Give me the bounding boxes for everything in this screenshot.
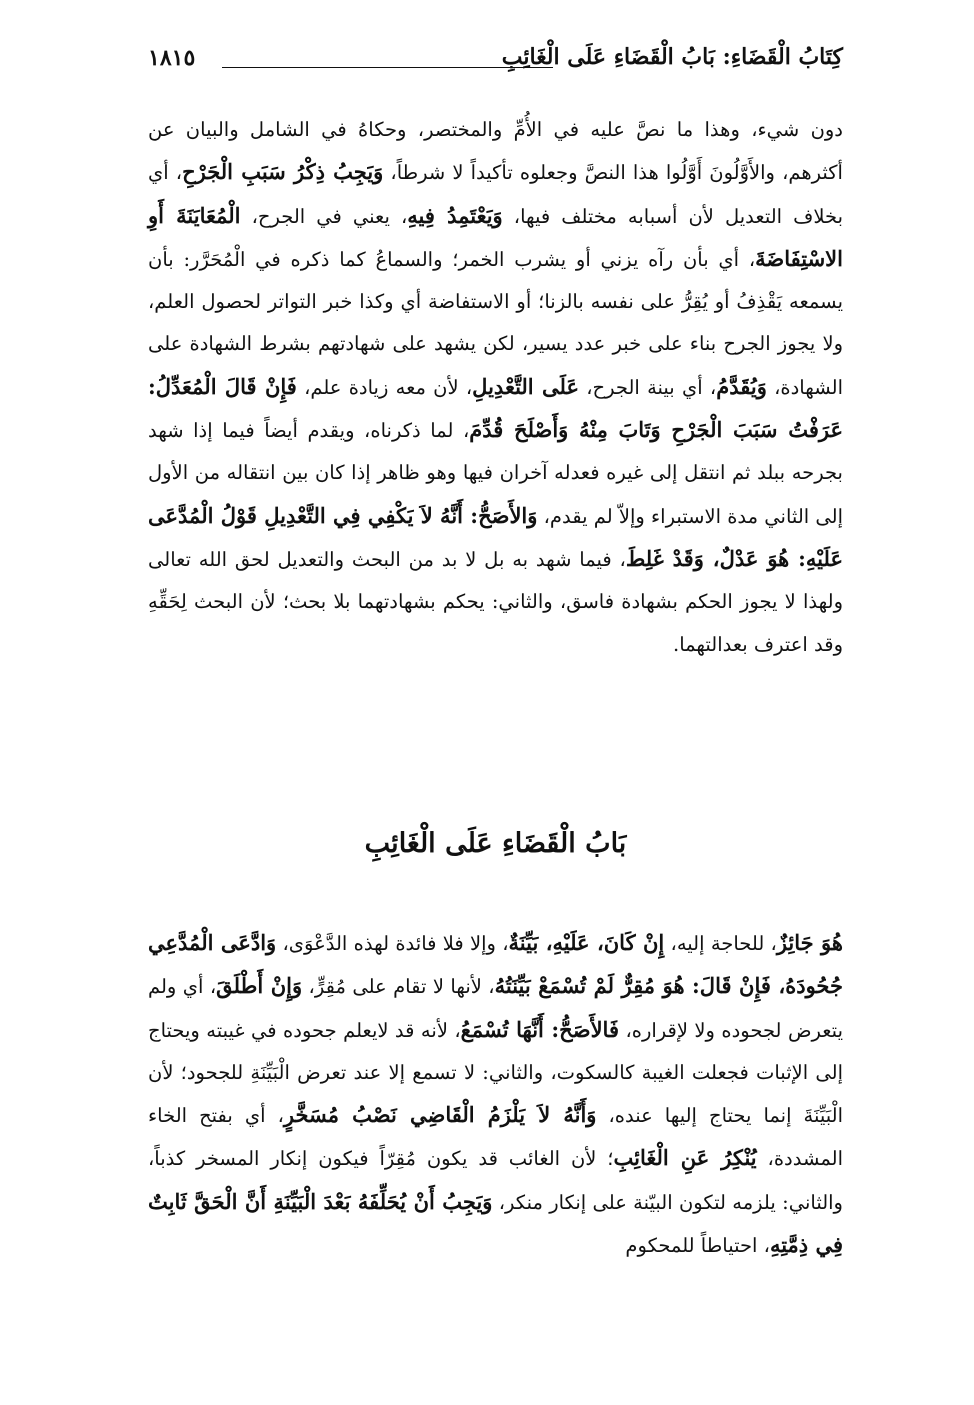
sharh-text: ، فيما شهد به بل لا بد من البحث والتعديل لحق الله تعالى ولهذا لا يجوز الحكم بشهادة فاسق، والثاني: يحكم بشهادتهما بلا بحث؛ لأن البحث لِحَقِّهِ وقد اعترف بعدالتهما. — [148, 547, 843, 656]
matn-text: وَإِنْ أَطْلَقَ — [216, 973, 303, 999]
matn-text: وَأَنَّهُ لاَ يَلْزَمُ الْقَاضِي نَصْبُ مُسَخَّرٍ — [283, 1102, 597, 1128]
header-rule — [222, 67, 553, 68]
matn-text: وَيَجِبُ ذِكْرُ سَبَبِ الْجَرْحِ — [182, 159, 384, 185]
sharh-text: ، أي بفتح الخاء المشددة، — [148, 1104, 843, 1171]
sharh-text: ، لأنه قد لايعلم جحوده في غيبته ويحتاج إلى الإثبات فجعلت الغيبة كالسكوت، والثاني: لا تسمع إلا عند تعرض الْبَيِّنَةِ للجحود؛ لأن الْبَيِّنَةَ إنما يحتاج إليها عنده، — [148, 1018, 844, 1128]
matn-text: عَلَى التَّعْدِيلِ — [472, 373, 579, 399]
matn-text: وَيَعْتَمِدُ فِيهِ — [407, 202, 503, 228]
sharh-text: ، لما ذكرناه، ويقدم أيضاً فيما إذا شهد بجرحه ببلد ثم انتقل إلى غيره فعدله آخران فيها وهو ظاهر إذا كان بين انتقاله من الأول إلى الثاني مدة الاستبراء وإلاّ لم يقدم، — [148, 419, 843, 528]
sharh-text: دون شيء، وهذا ما نصَّ عليه في الأُمِّ والمختصر، وحكاهُ في الشامل والبيان عن أكثرهم، والأَوَّلُونَ أَوَّلُوا هذا النصَّ وجعلوه تأكيداً لا شرطاً، — [148, 118, 843, 185]
matn-text: فَالأَصَحُّ: أَنَّهَا تُسْمَعُ — [460, 1016, 619, 1042]
sharh-text: ، احتياطاً للمحكوم — [625, 1234, 770, 1258]
matn-text: وَيَجِبُ أَنْ يُحَلِّفَهُ بَعْدَ الْبَيِّنَةِ أَنَّ الْحَقَّ ثَابِتٌ فِي ذِمَّتِهِ — [148, 1188, 843, 1258]
sharh-text: ، لأن معه زيادة علم، — [296, 375, 473, 399]
page-number: ١٨١٥ — [148, 45, 196, 71]
matn-text: يُنْكِرُ عَنِ الْغَائِبِ — [613, 1145, 757, 1171]
chapter-heading: بَابُ الْقَضَاءِ عَلَى الْغَائِبِ — [364, 828, 627, 859]
sharh-text: ، للحاجة إليه، — [664, 932, 777, 955]
running-header-title: كِتَابُ الْقَضَاءِ: بَابُ الْقَضَاءِ عَلَى الْغَائِبِ — [501, 44, 843, 70]
matn-text: وَادَّعَى الْمُدَّعِي جُحُودَهُ، فَإِنْ قَالَ: هُوَ مُقِرٌّ لَمْ تُسْمَعْ بَيِّنَتُهُ — [148, 930, 843, 999]
matn-text: وَيُقَدَّمُ — [716, 373, 767, 399]
sharh-text: ، أي بينة الجرح، — [579, 375, 717, 399]
sharh-text: ؛ لأن الغائب قد يكون مُقِرّاً فيكون إنكار المسخر كذباً، والثاني: يلزمه لتكون البيّنة على إنكار منكر، — [148, 1147, 843, 1214]
paragraph-2 — [148, 922, 843, 1267]
matn-text: فَإِنْ قَالَ الْمُعَدِّلُ: عَرَفْتُ سَبَبَ الْجَرْحِ وَتَابَ مِنْهُ وَأَصْلَحَ قُدِّمَ — [148, 373, 843, 443]
sharh-text: ، أي بخلاف التعديل لأن أسبابه مختلف فيها، — [148, 161, 843, 228]
paragraph-1 — [148, 109, 843, 666]
paragraph-chapter-start — [148, 922, 843, 1267]
sharh-text: ، أي بأن رآه يزني أو يشرب الخمر؛ والسماعُ كما ذكره في الْمُحَرَّر: بأن يسمعه يَقْذِفُ أو يُقِرُّ على نفسه بالزنا؛ أو الاستفاضة أي وكذا خبر التواتر لحصول العلم، ولا يجوز الجرح بناء على خبر عدد يسير، لكن يشهد على شهادتهم بشرط الشهادة على الشهادة، — [148, 247, 843, 399]
matn-text: الْمُعَايَنَةَ أَوِ الاسْتِفَاضَةَ — [148, 202, 843, 271]
sharh-text: ، لأنها لا تقام على مُقِرٍّ، — [302, 975, 495, 999]
running-header — [148, 40, 843, 80]
sharh-text: ، وإلا فلا فائدة لهذه الدَّعْوَى، — [276, 932, 509, 955]
sharh-text: ، أي ولم يتعرض لجحوده ولا لإقراره، — [148, 975, 843, 1042]
matn-text: هُوَ جَائِزٌ — [776, 930, 843, 955]
paragraph-continuation — [148, 109, 843, 666]
matn-text: إِنْ كَانَ، عَلَيْهِ، بَيِّنَةٌ — [508, 930, 665, 955]
matn-text: وَالأَصَحُّ: أَنَّهُ لاَ يَكْفِي فِي التَّعْدِيلِ قَوْلُ الْمُدَّعَى عَلَيْهِ: هُوَ عَدْلٌ، وَقَدْ غَلِطَ — [148, 502, 844, 571]
sharh-text: ، يعني في الجرح، — [240, 204, 408, 228]
